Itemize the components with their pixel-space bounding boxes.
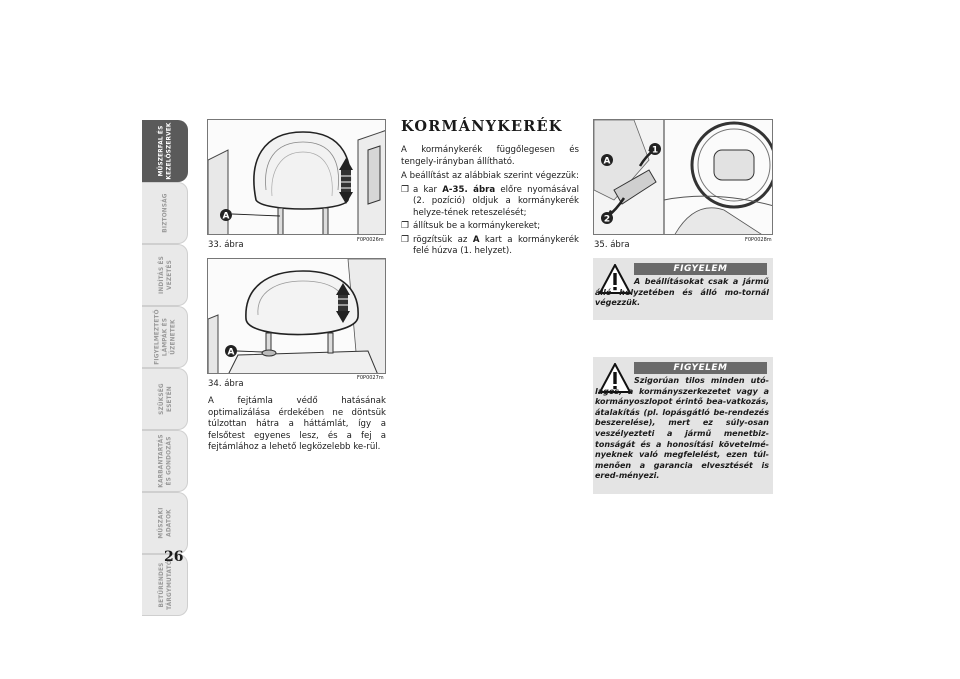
tab-label: BIZTONSÁG	[160, 193, 169, 233]
tab-label: KARBANTARTÁS ÉS GONDOZÁS	[156, 434, 173, 488]
headrest-illustration	[208, 120, 386, 235]
section-title: KORMÁNYKERÉK	[401, 118, 563, 135]
checkbox-bullet-icon: ❐	[401, 234, 410, 245]
figure-35-code: F0P0028m	[745, 237, 772, 243]
figure-35-steering	[593, 119, 773, 235]
figure-35-caption: 35. ábra	[594, 240, 630, 250]
tab-label: FIGYELMEZTETŐ LÁMPÁK ÉS ÜZENETEK	[152, 309, 177, 365]
tab-label: MŰSZAKI ADATOK	[156, 507, 173, 539]
figure-34-code: F0P0027m	[357, 375, 384, 381]
figure-34-headrest-rear	[207, 258, 386, 374]
bullet-1: ❐ a kar A-35. ábra előre nyomásával (2. pozíció) oldjuk a kormánykerék helyze-tének reteszelését;	[401, 184, 579, 218]
marker-a-label: A	[227, 347, 235, 358]
figure-33-caption: 33. ábra	[208, 240, 244, 250]
figure-33-headrest	[207, 119, 386, 235]
marker-a-label: A	[222, 211, 230, 222]
tab-label: MŰSZERFAL ÉS KEZELŐSZERVEK	[156, 122, 173, 180]
warning-title: FIGYELEM	[634, 362, 767, 374]
tab-instruments[interactable]	[142, 120, 188, 182]
tab-label: BETŰRENDES TÁRGYMUTATÓ	[156, 560, 173, 610]
figure-34-caption: 34. ábra	[208, 379, 244, 389]
steering-illustration	[594, 120, 773, 235]
steering-intro: A kormánykerék függőlegesen és tengely-irányban állítható.	[401, 145, 579, 167]
warning-title: FIGYELEM	[634, 263, 767, 275]
tab-maintenance[interactable]	[142, 430, 188, 492]
tab-emergency[interactable]	[142, 368, 188, 430]
tab-warning-lights[interactable]	[142, 306, 188, 368]
tab-technical-data[interactable]	[142, 492, 188, 554]
marker-2-label: 2	[603, 214, 611, 225]
steering-intro-2: A beállítást az alábbiak szerint végezzük:	[401, 171, 579, 181]
steering-text	[401, 145, 579, 258]
headrest-paragraph: A fejtámla védő hatásának optimalizálása érdekében ne döntsük túlzottan hátra a háttámlát, így a felsőtest egyenes lesz, és a fej a fejtámlához a lehető legközelebb ke-rül.	[208, 396, 386, 452]
warning-text: Szigorúan tilos minden utó-lagos, a kormányszerkezetet vagy a kormányoszlopot érintő bea-vatkozás, átalakítás (pl. lopásgátló be-rendezés beszerelése), mert ez súly-osan veszélyezteti a jármű menetbiz-tonságát és a honosítási követelmé-nyeknek való megfelelést, ezen túl-menően a garancia elvesztését is ered-ményezi.	[595, 376, 769, 481]
rear-headrest-illustration	[208, 259, 386, 374]
marker-a-label: A	[603, 156, 611, 167]
bullet-2: ❐ állítsuk be a kormánykereket;	[401, 221, 541, 231]
warning-box-1	[593, 258, 773, 320]
checkbox-bullet-icon: ❐	[401, 184, 410, 195]
warning-text: A beállításokat csak a jármű álló helyzetében és álló mo-tornál végezzük.	[595, 277, 769, 308]
tab-label: SZÜKSÉG ESETÉN	[156, 383, 173, 415]
checkbox-bullet-icon: ❐	[401, 221, 410, 231]
bullet-3: ❐ rögzítsük az A kart a kormánykerék felé húzva (1. helyzet).	[401, 234, 579, 256]
tab-safety[interactable]	[142, 182, 188, 244]
tab-label: INDÍTÁS ÉS VEZETÉS	[156, 256, 173, 294]
tab-starting[interactable]	[142, 244, 188, 306]
warning-box-2	[593, 357, 773, 494]
figure-33-code: F0P0026m	[357, 237, 384, 243]
marker-1-label: 1	[651, 145, 659, 156]
page-number: 26	[164, 549, 184, 565]
